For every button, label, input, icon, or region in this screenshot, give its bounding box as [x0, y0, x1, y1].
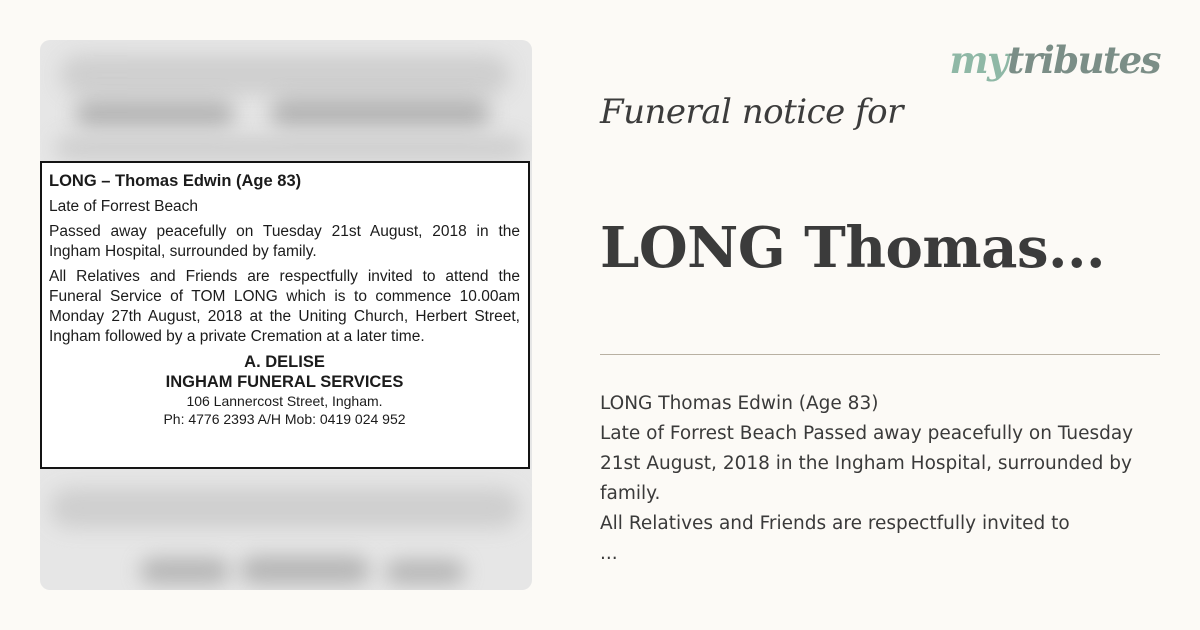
divider — [600, 354, 1160, 355]
notice-signatory: A. DELISE — [244, 353, 325, 371]
notice-service-details: All Relatives and Friends are respectfully invited to attend the Funeral Service of TOM LONG which is to commence 10.00am Monday 27th August, 2018 at the Uniting Church, Herbert Street, Ingham followed by a private Cremation at a later time. — [49, 268, 520, 345]
notice-location: Late of Forrest Beach — [49, 198, 199, 215]
mytributes-logo[interactable]: mytributes — [949, 38, 1160, 82]
notice-clipping-image — [40, 40, 532, 590]
excerpt-line: family. — [600, 483, 661, 504]
excerpt-line: All Relatives and Friends are respectfully invited to — [600, 513, 1070, 534]
blurred-newspaper-bottom — [40, 468, 532, 590]
excerpt-line: Late of Forrest Beach Passed away peacefully on Tuesday — [600, 423, 1134, 444]
notice-excerpt — [600, 389, 1185, 569]
excerpt-line: 21st August, 2018 in the Ingham Hospital, surrounded by — [600, 453, 1132, 474]
notice-passing: Passed away peacefully on Tuesday 21st August, 2018 in the Ingham Hospital, surrounded by family. — [49, 223, 520, 260]
funeral-notice — [40, 161, 530, 469]
notice-business: INGHAM FUNERAL SERVICES — [165, 373, 404, 391]
page-title: LONG Thomas... — [600, 215, 1105, 281]
blurred-newspaper-top — [40, 40, 532, 161]
excerpt-line: LONG Thomas Edwin (Age 83) — [600, 393, 879, 414]
notice-phone: Ph: 4776 2393 A/H Mob: 0419 024 952 — [163, 411, 406, 427]
notice-heading: LONG – Thomas Edwin (Age 83) — [49, 172, 302, 190]
notice-address: 106 Lannercost Street, Ingham. — [186, 393, 383, 409]
page-kicker: Funeral notice for — [600, 92, 903, 132]
excerpt-ellipsis: ... — [600, 543, 618, 564]
